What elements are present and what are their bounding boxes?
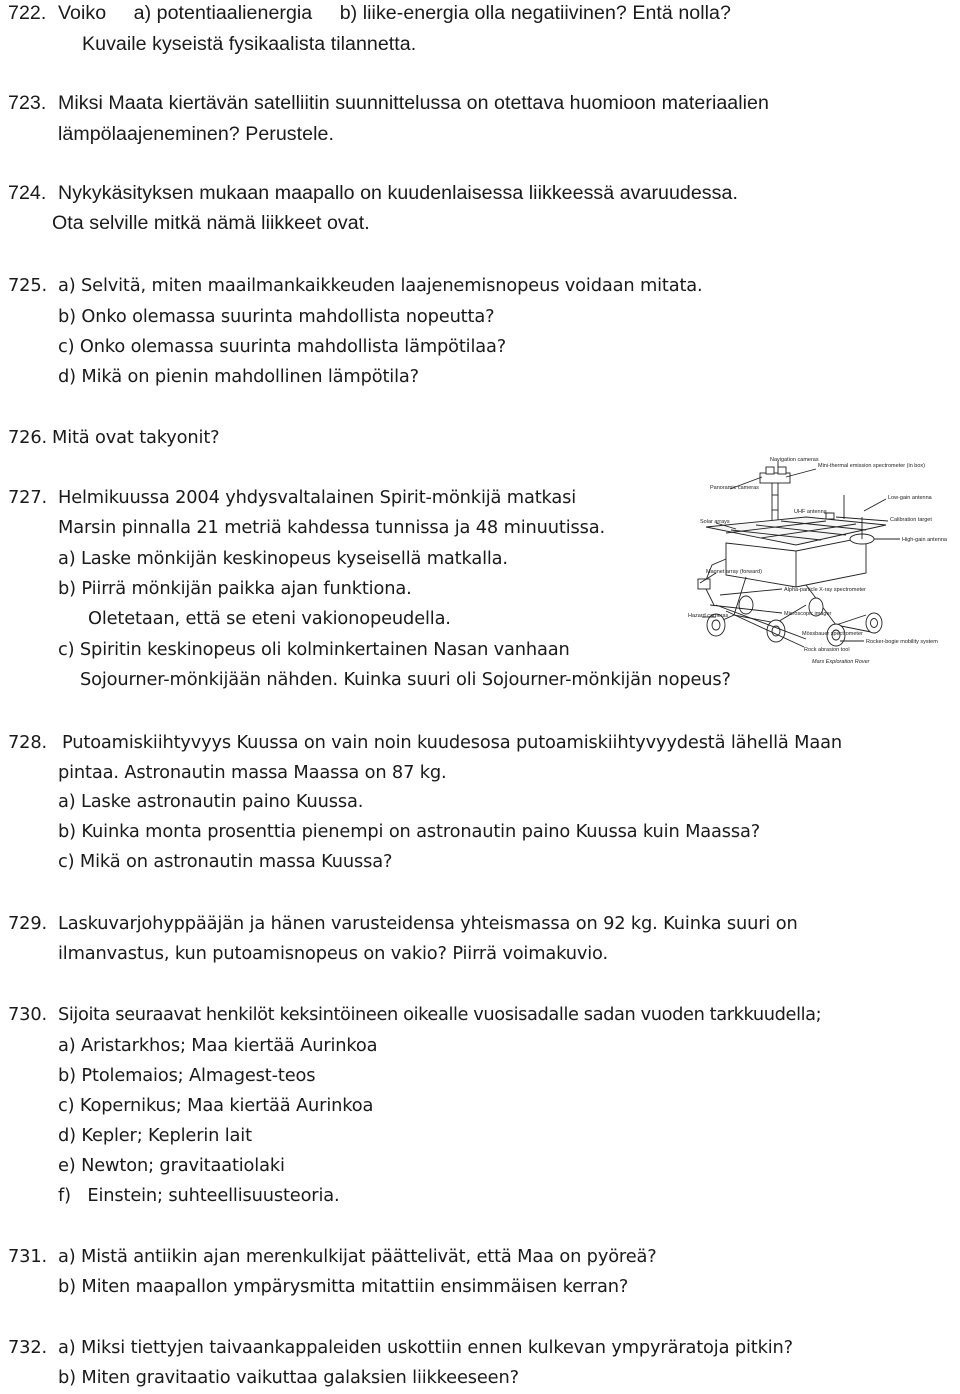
question-number: 729. bbox=[8, 913, 47, 934]
rover-label-nav: Navigation cameras bbox=[770, 457, 819, 463]
mars-rover-diagram bbox=[686, 455, 952, 667]
question-text-line-2: Marsin pinnalla 21 metriä kahdessa tunnissa ja 48 minuutissa. bbox=[58, 517, 606, 538]
question-text-line-2: Ota selville mitkä nämä liikkeet ovat. bbox=[52, 212, 370, 234]
rover-label-magnet: Magnet array (forward) bbox=[706, 569, 762, 575]
item-b: b) Onko olemassa suurinta mahdollista nopeutta? bbox=[58, 306, 495, 327]
rover-label-uhf: UHF antenna bbox=[794, 509, 827, 515]
rover-label-micro: Microscopic imager bbox=[784, 611, 832, 617]
rover-label-solar: Solar arrays bbox=[700, 519, 730, 525]
question-text-line-1: Miksi Maata kiertävän satelliitin suunnittelussa on otettava huomioon materiaalien bbox=[58, 92, 769, 114]
item-a: a) Aristarkhos; Maa kiertää Aurinkoa bbox=[58, 1035, 378, 1056]
question-text-line-2: pintaa. Astronautin massa Maassa on 87 kg. bbox=[58, 762, 447, 783]
item-f: f) Einstein; suhteellisuusteoria. bbox=[58, 1185, 340, 1206]
item-b: b) Ptolemaios; Almagest-teos bbox=[58, 1065, 316, 1086]
item-a: a) Laske astronautin paino Kuussa. bbox=[58, 791, 364, 812]
question-text-line-1: Mitä ovat takyonit? bbox=[52, 427, 220, 448]
question-text-line-2: Kuvaile kyseistä fysikaalista tilannetta. bbox=[82, 33, 417, 55]
item-b: b) Miten maapallon ympärysmitta mitattiin ensimmäisen kerran? bbox=[58, 1276, 629, 1297]
item-a: a) Laske mönkijän keskinopeus kyseisellä matkalla. bbox=[58, 548, 508, 569]
question-number: 728. bbox=[8, 732, 47, 753]
question-number: 726. bbox=[8, 427, 47, 448]
rover-label-lowgain: Low-gain antenna bbox=[888, 495, 932, 501]
question-text-line-1: Voiko a) potentiaalienergia b) liike-energia olla negatiivinen? Entä nolla? bbox=[58, 2, 731, 24]
item-a: a) Miksi tiettyjen taivaankappaleiden uskottiin ennen kulkevan ympyräratoja pitkin? bbox=[58, 1337, 793, 1358]
item-b: b) Kuinka monta prosenttia pienempi on astronautin paino Kuussa kuin Maassa? bbox=[58, 821, 761, 842]
question-number: 725. bbox=[8, 275, 47, 296]
item-b: b) Piirrä mönkijän paikka ajan funktiona. bbox=[58, 578, 412, 599]
item-c: c) Kopernikus; Maa kiertää Aurinkoa bbox=[58, 1095, 374, 1116]
item-b: b) Miten gravitaatio vaikuttaa galaksien liikkeeseen? bbox=[58, 1367, 519, 1388]
item-c-continued: Sojourner-mönkijään nähden. Kuinka suuri oli Sojourner-mönkijän nopeus? bbox=[80, 669, 731, 690]
question-text-line-2: lämpölaajeneminen? Perustele. bbox=[58, 123, 334, 145]
rover-label-panoramic: Panoramic cameras bbox=[710, 485, 759, 491]
question-number: 732. bbox=[8, 1337, 47, 1358]
question-text-line-1: Laskuvarjohyppääjän ja hänen varusteidensa yhteismassa on 92 kg. Kuinka suuri on bbox=[58, 913, 798, 934]
question-number: 724. bbox=[8, 182, 47, 204]
question-text-line-1: Putoamiskiihtyvyys Kuussa on vain noin kuudesosa putoamiskiihtyvyydestä lähellä Maan bbox=[62, 732, 842, 753]
item-e: e) Newton; gravitaatiolaki bbox=[58, 1155, 285, 1176]
question-number: 727. bbox=[8, 487, 47, 508]
item-b-continued: Oletetaan, että se eteni vakionopeudella. bbox=[88, 608, 451, 629]
rover-label-minitherm: Mini-thermal emission spectrometer (in box) bbox=[818, 463, 925, 469]
question-number: 730. bbox=[8, 1004, 47, 1025]
question-text-line-1: Helmikuussa 2004 yhdysvaltalainen Spirit-mönkijä matkasi bbox=[58, 487, 577, 508]
rover-label-hazard: Hazard cameras bbox=[688, 613, 729, 619]
item-a: a) Selvitä, miten maailmankaikkeuden laajenemisnopeus voidaan mitata. bbox=[58, 275, 703, 296]
item-a: a) Mistä antiikin ajan merenkulkijat päättelivät, että Maa on pyöreä? bbox=[58, 1246, 657, 1267]
item-d: d) Mikä on pienin mahdollinen lämpötila? bbox=[58, 366, 419, 387]
question-number: 723. bbox=[8, 92, 47, 114]
item-d: d) Kepler; Keplerin lait bbox=[58, 1125, 252, 1146]
rover-label-highgain: High-gain antenna bbox=[902, 537, 947, 543]
question-text-line-1: Nykykäsityksen mukaan maapallo on kuudenlaisessa liikkeessä avaruudessa. bbox=[58, 182, 738, 204]
question-number: 731. bbox=[8, 1246, 47, 1267]
question-text-line-2: ilmanvastus, kun putoamisnopeus on vakio? Piirrä voimakuvio. bbox=[58, 943, 608, 964]
item-c: c) Mikä on astronautin massa Kuussa? bbox=[58, 851, 393, 872]
rover-label-rocker: Rocker-bogie mobility system bbox=[866, 639, 938, 645]
rover-label-mossbauer: Mössbauer spectrometer bbox=[802, 631, 863, 637]
question-text-line-1: Sijoita seuraavat henkilöt keksintöineen oikealle vuosisadalle sadan vuoden tarkkuudella; bbox=[58, 1004, 822, 1025]
item-c: c) Spiritin keskinopeus oli kolminkertainen Nasan vanhaan bbox=[58, 639, 570, 660]
item-c: c) Onko olemassa suurinta mahdollista lämpötilaa? bbox=[58, 336, 507, 357]
question-number: 722. bbox=[8, 2, 47, 24]
rover-label-calibration: Calibration target bbox=[890, 517, 932, 523]
rover-label-alpha: Alpha-particle X-ray spectrometer bbox=[784, 587, 866, 593]
rover-label-rock: Rock abrasion tool bbox=[804, 647, 850, 653]
rover-label-credit: Mars Exploration Rover bbox=[812, 659, 870, 665]
